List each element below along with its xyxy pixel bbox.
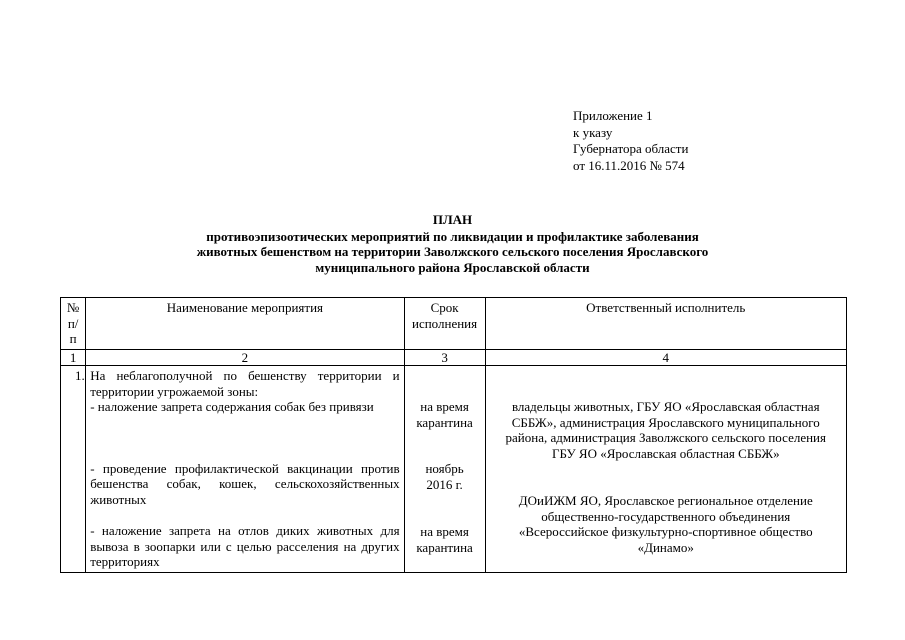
item3-term: на время [420,524,469,539]
row-intro: На неблагополучной по бешенству территории и территории угрожаемой зоны: [90,368,400,399]
column-number: 3 [404,349,485,366]
header-term-line: исполнения [412,315,478,331]
header-num-line: п/п [67,315,79,346]
item1-term: на время [420,399,469,414]
plan-title [140,212,765,275]
item2-responsible: ГБУ ЯО «Ярославская областная СББЖ» [551,445,780,461]
plan-heading: ПЛАН [432,212,473,227]
row-term-cell [404,366,485,573]
appendix-line: от 16.11.2016 № 574 [573,157,685,173]
row-name-cell [86,366,404,573]
item3-name: - наложение запрета на отлов диких животных для вывоза в зоопарки или с целью расселения на других территориях [90,523,400,569]
spacer [409,430,481,461]
spacer [90,415,399,461]
spacer [409,492,481,524]
header-term [404,298,485,350]
header-num-line: № [66,300,80,315]
plan-subtitle-line: противоэпизоотических мероприятий по ликвидации и профилактике заболевания [206,228,699,244]
spacer [490,368,842,399]
column-number: 4 [485,349,846,366]
row-responsible-cell [485,366,846,573]
item1-responsible: владельцы животных, ГБУ ЯО «Ярославская областная СББЖ», администрация Ярославского муниципального района, администрация Заволжского сельского поселения [505,399,826,445]
header-num [61,298,86,350]
column-number: 2 [86,349,404,366]
table-row [61,366,847,573]
item2-name: - проведение профилактической вакцинации против бешенства собак, кошек, сельскохозяйственных животных [90,460,400,507]
appendix-line: Приложение 1 [573,108,653,123]
plan-subtitle-line: животных бешенством на территории Заволжского сельского поселения Ярославского [196,244,709,259]
column-number-row [61,349,847,366]
spacer [490,461,842,493]
plan-table [60,297,847,573]
header-name: Наименование мероприятия [86,298,404,350]
appendix-line: Губернатора области [573,141,689,156]
spacer [409,368,481,399]
item2-term: ноябрь [425,461,464,476]
appendix-block [573,108,688,174]
item2-term: 2016 г. [426,476,463,492]
header-responsible: Ответственный исполнитель [485,298,846,350]
item1-term: карантина [416,414,473,430]
table-header-row [61,298,847,350]
plan-subtitle-line: муниципального района Ярославской области [315,259,590,275]
header-term-line: Срок [430,300,459,315]
item3-term: карантина [416,539,473,555]
row-number: 1. [61,366,86,573]
spacer [90,507,399,523]
column-number: 1 [61,349,86,366]
item3-responsible: ДОиИЖМ ЯО, Ярославское региональное отделение общественно-государственного объединения «Всероссийское физкультурно-спортивное общество «Динамо» [518,493,813,555]
appendix-line: к указу [573,124,613,140]
item1-name: - наложение запрета содержания собак без привязи [90,399,374,414]
